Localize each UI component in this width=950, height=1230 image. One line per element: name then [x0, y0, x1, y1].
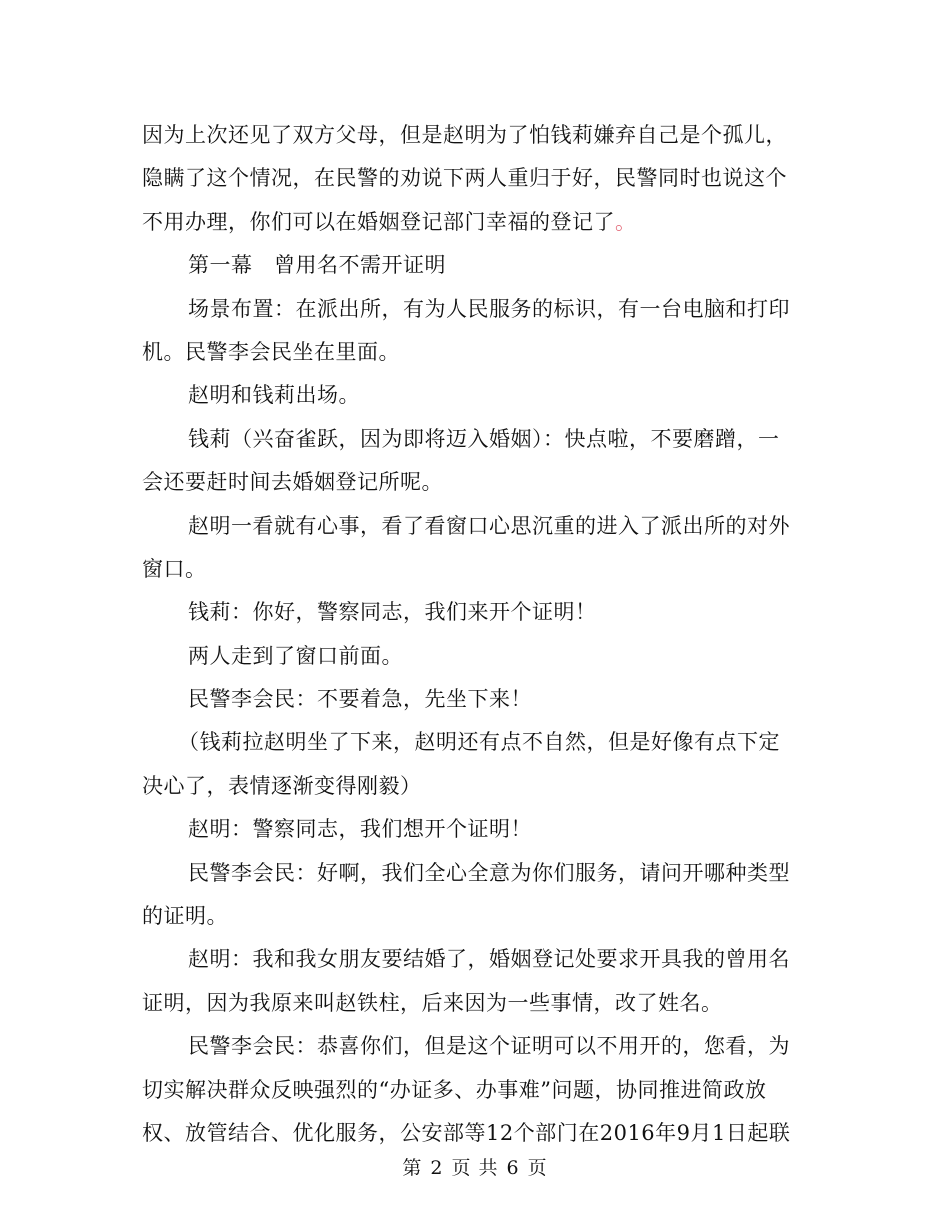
text-line: 切实解决群众反映强烈的“办证多、办事难”问题，协同推进简政放 [142, 1077, 767, 1102]
text-line: 民警李会民：不要着急，先坐下来！ [188, 687, 532, 712]
page-number: 2 [430, 1157, 444, 1179]
text-line: 民警李会民：恭喜你们，但是这个证明可以不用开的，您看，为 [188, 1034, 790, 1059]
highlight-mark: 。 [615, 209, 637, 234]
text-line: 权、放管结合、优化服务，公安部等12个部门在2016年9月1日起联 [142, 1120, 791, 1145]
page-footer [0, 1153, 950, 1180]
footer-prefix: 第 [402, 1157, 423, 1179]
text-line: 民警李会民：好啊，我们全心全意为你们服务，请问开哪种类型 [188, 860, 790, 885]
text-line: （钱莉拉赵明坐了下来，赵明还有点不自然，但是好像有点下定 [178, 730, 780, 755]
text-line: 会还要赶时间去婚姻登记所呢。 [142, 470, 443, 495]
document-body [142, 114, 802, 1155]
text-line: 赵明一看就有心事，看了看窗口心思沉重的进入了派出所的对外 [188, 513, 790, 538]
text-line [142, 201, 802, 244]
text-line: 因为上次还见了双方父母，但是赵明为了怕钱莉嫌弃自己是个孤儿， [142, 123, 787, 147]
text-line: 钱莉（兴奋雀跃，因为即将迈入婚姻）：快点啦，不要磨蹭，一 [188, 426, 780, 451]
text-line: 两人走到了窗口前面。 [188, 643, 403, 668]
text-line: 的证明。 [142, 904, 228, 929]
text-line-content: 不用办理，你们可以在婚姻登记部门幸福的登记了 [142, 209, 615, 234]
text-line: 赵明：我和我女朋友要结婚了，婚姻登记处要求开具我的曾用名 [188, 947, 790, 972]
text-line: 场景布置：在派出所，有为人民服务的标识，有一台电脑和打印 [188, 296, 790, 321]
text-line: 赵明和钱莉出场。 [188, 383, 360, 408]
footer-suffix: 页 [527, 1157, 548, 1179]
text-line: 钱莉：你好，警察同志，我们来开个证明！ [188, 600, 597, 625]
act-heading: 第一幕 曾用名不需开证明 [188, 253, 446, 278]
text-line: 赵明：警察同志，我们想开个证明！ [188, 817, 532, 842]
footer-middle: 页 共 [451, 1157, 499, 1179]
text-line: 隐瞒了这个情况，在民警的劝说下两人重归于好，民警同时也说这个 [142, 166, 787, 191]
text-line: 窗口。 [142, 556, 207, 581]
text-line: 决心了，表情逐渐变得刚毅） [142, 773, 422, 798]
text-line: 证明，因为我原来叫赵铁柱，后来因为一些事情，改了姓名。 [142, 990, 723, 1015]
text-line: 机。民警李会民坐在里面。 [142, 339, 400, 364]
page-total: 6 [506, 1157, 520, 1179]
